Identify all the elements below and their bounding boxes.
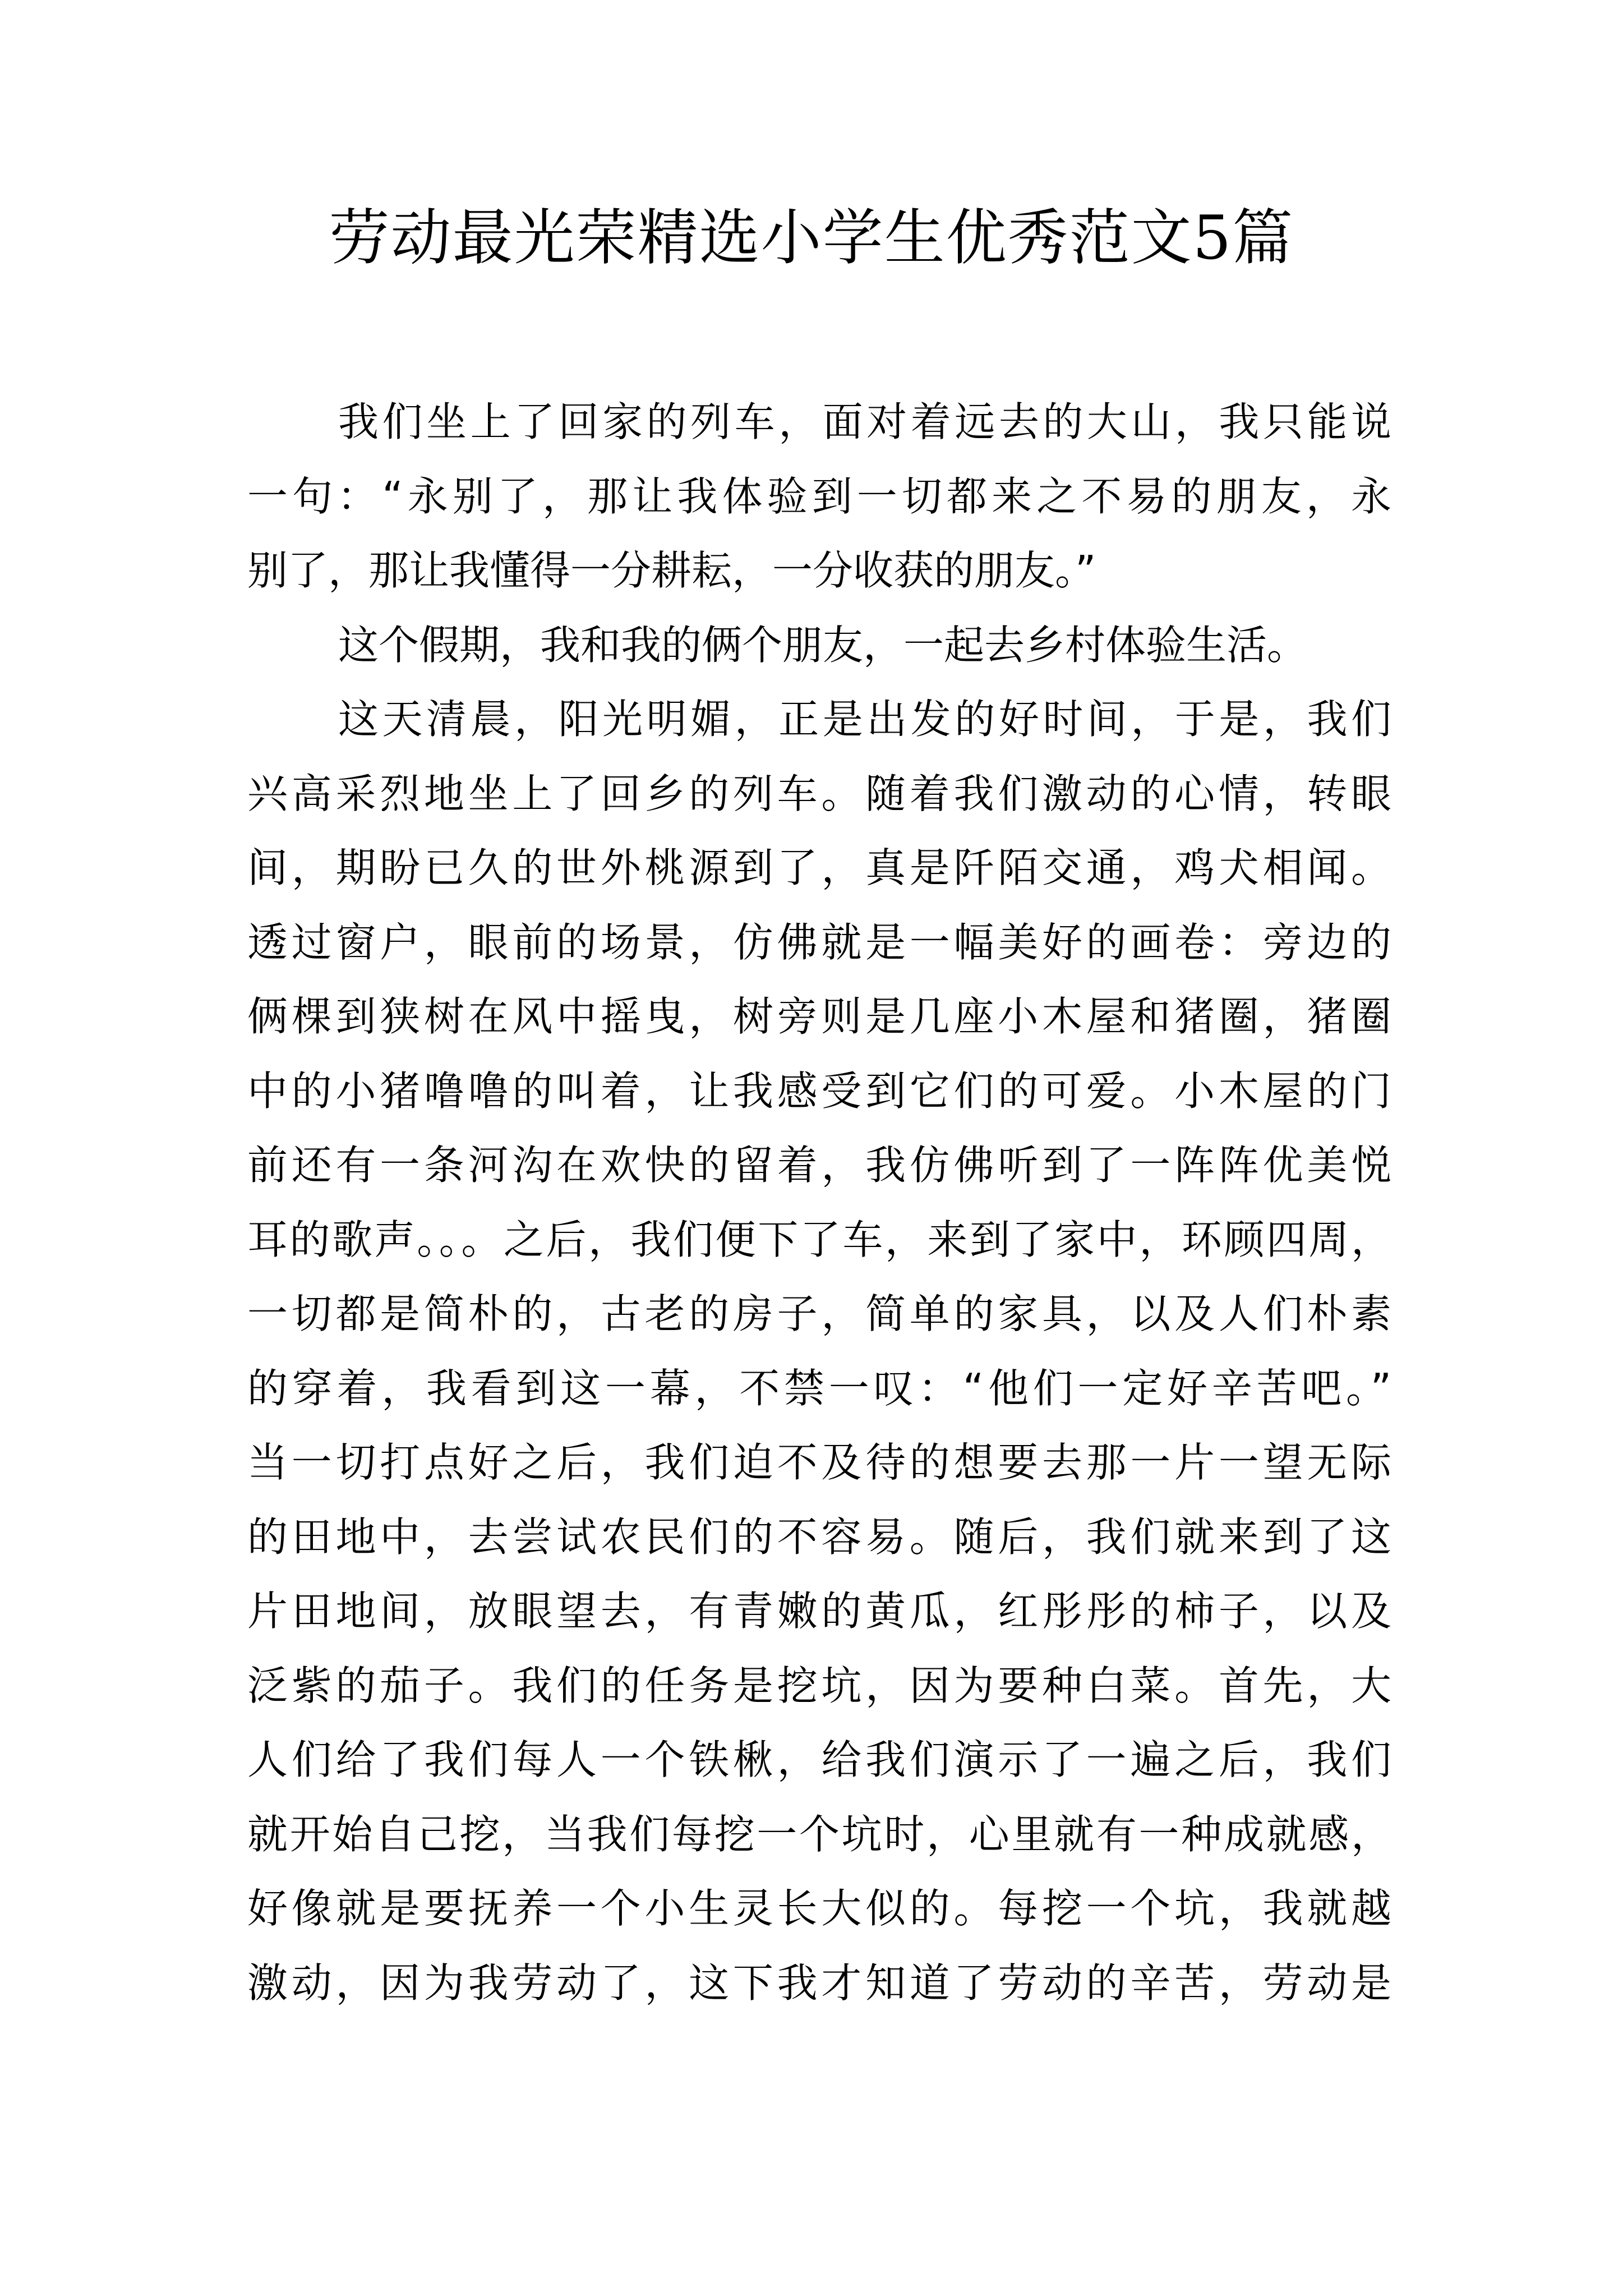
body-line: 泛紫的茄子。我们的任务是挖坑，因为要种白菜。首先，大: [247, 1662, 1391, 1709]
body-line: 透过窗户，眼前的场景，仿佛就是一幅美好的画卷：旁边的: [247, 918, 1391, 966]
body-line: 耳的歌声。。。之后，我们便下了车，来到了家中，环顾四周，: [247, 1216, 1391, 1263]
body-line: 我们坐上了回家的列车，面对着远去的大山，我只能说: [338, 398, 1391, 445]
body-line: 一句：“永别了，那让我体验到一切都来之不易的朋友，永: [247, 472, 1391, 520]
body-line: 好像就是要抚养一个小生灵长大似的。每挖一个坑，我就越: [247, 1885, 1391, 1932]
body-line: 这个假期，我和我的俩个朋友，一起去乡村体验生活。: [338, 621, 1308, 669]
body-line: 激动，因为我劳动了，这下我才知道了劳动的辛苦，劳动是: [247, 1959, 1391, 2007]
body-line: 当一切打点好之后，我们迫不及待的想要去那一片一望无际: [247, 1439, 1391, 1486]
body-line: 一切都是简朴的，古老的房子，简单的家具，以及人们朴素: [247, 1290, 1391, 1337]
body-line: 的田地中，去尝试农民们的不容易。随后，我们就来到了这: [247, 1513, 1391, 1561]
body-line: 就开始自己挖，当我们每挖一个坑时，心里就有一种成就感，: [247, 1810, 1391, 1858]
body-line: 的穿着，我看到这一幕，不禁一叹：“他们一定好辛苦吧。”: [247, 1364, 1391, 1412]
body-line: 人们给了我们每人一个铁楸，给我们演示了一遍之后，我们: [247, 1736, 1391, 1783]
body-line: 前还有一条河沟在欢快的留着，我仿佛听到了一阵阵优美悦: [247, 1142, 1391, 1189]
document-body: [247, 385, 1391, 2020]
body-line: 间，期盼已久的世外桃源到了，真是阡陌交通，鸡犬相闻。: [247, 844, 1391, 891]
document-title: 劳动最光荣精选小学生优秀范文5篇: [329, 203, 1294, 273]
body-line: 中的小猪噜噜的叫着，让我感受到它们的可爱。小木屋的门: [247, 1067, 1391, 1115]
body-line: 俩棵到狭树在风中摇曳，树旁则是几座小木屋和猪圈，猪圈: [247, 993, 1391, 1040]
body-line: 别了，那让我懂得一分耕耘，一分收获的朋友。”: [247, 547, 1096, 594]
body-line: 这天清晨，阳光明媚，正是出发的好时间，于是，我们: [338, 696, 1391, 743]
body-line: 兴高采烈地坐上了回乡的列车。随着我们激动的心情，转眼: [247, 770, 1391, 817]
body-line: 片田地间，放眼望去，有青嫩的黄瓜，红彤彤的柿子，以及: [247, 1588, 1391, 1635]
